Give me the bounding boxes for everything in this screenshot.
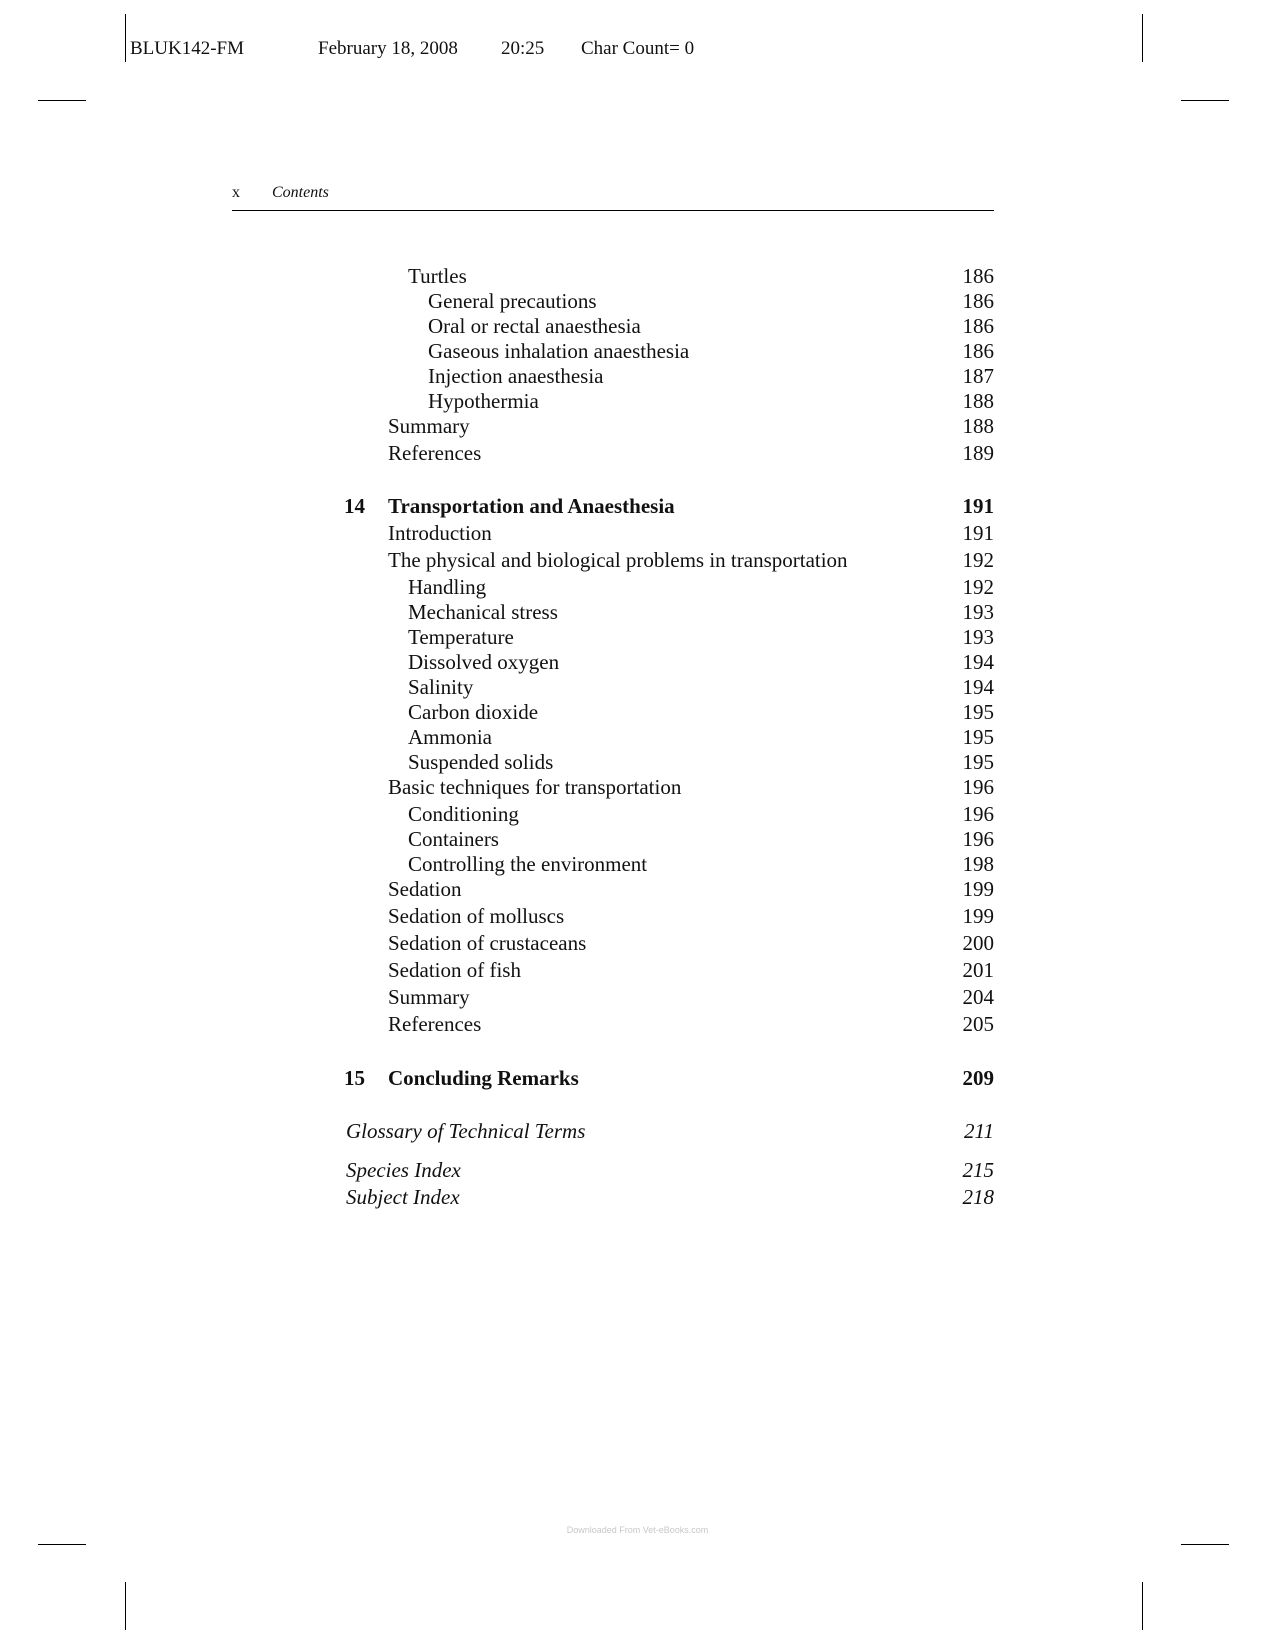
toc-entry[interactable]	[0, 700, 1275, 725]
entry-title: Ammonia	[408, 725, 492, 749]
page-number: 186	[962, 289, 994, 313]
page-number: 198	[962, 852, 994, 876]
page-number: 200	[962, 931, 994, 955]
entry-title: The physical and biological problems in transportation	[388, 548, 848, 572]
toc-entry[interactable]	[0, 548, 1275, 573]
chapter-title: Concluding Remarks	[388, 1066, 579, 1090]
toc-entry[interactable]	[0, 521, 1275, 546]
entry-title: Oral or rectal anaesthesia	[428, 314, 641, 338]
page-number: 186	[962, 264, 994, 288]
entry-title: Conditioning	[408, 802, 519, 826]
page-number: 186	[962, 339, 994, 363]
page-number: 196	[962, 802, 994, 826]
page-number: 195	[962, 725, 994, 749]
toc-entry[interactable]	[0, 314, 1275, 339]
toc-entry[interactable]	[0, 827, 1275, 852]
entry-title: Injection anaesthesia	[428, 364, 604, 388]
toc-entry[interactable]	[0, 725, 1275, 750]
entry-title: References	[388, 441, 482, 465]
toc-entry[interactable]	[0, 958, 1275, 983]
page-number: 187	[962, 364, 994, 388]
toc-entry[interactable]	[0, 364, 1275, 389]
page-number: 196	[962, 775, 994, 799]
slug-id: BLUK142-FM	[130, 38, 245, 59]
page-number: 192	[962, 575, 994, 599]
page-number: 196	[962, 827, 994, 851]
entry-title: Gaseous inhalation anaesthesia	[428, 339, 690, 363]
page-number: 205	[962, 1012, 994, 1036]
slug-char-count: Char Count= 0	[581, 38, 695, 59]
page-number: 211	[964, 1119, 994, 1143]
toc-entry[interactable]	[0, 775, 1275, 800]
page-number: 186	[962, 314, 994, 338]
toc-entry[interactable]	[0, 600, 1275, 625]
toc-entry[interactable]	[0, 1185, 1275, 1210]
page-number: 195	[962, 750, 994, 774]
slug-time: 20:25	[501, 38, 545, 59]
toc-chapter-row[interactable]	[0, 1066, 1275, 1091]
toc-entry[interactable]	[0, 852, 1275, 877]
entry-title: Temperature	[408, 625, 514, 649]
page-number: 218	[962, 1185, 994, 1209]
toc-entry[interactable]	[0, 877, 1275, 902]
running-head-title: Contents	[272, 184, 329, 201]
entry-title: General precautions	[428, 289, 597, 313]
page-number: 191	[962, 494, 994, 518]
page-number: 209	[962, 1066, 994, 1090]
entry-title: Sedation	[388, 877, 462, 901]
page-folio: x	[232, 184, 240, 201]
page-number: 188	[962, 389, 994, 413]
toc-entry[interactable]	[0, 904, 1275, 929]
toc-entry[interactable]	[0, 339, 1275, 364]
page-number: 204	[962, 985, 994, 1009]
toc-entry[interactable]	[0, 750, 1275, 775]
chapter-number: 15	[344, 1066, 365, 1090]
page-number: 215	[962, 1158, 994, 1182]
entry-title: Summary	[388, 414, 470, 438]
toc-entry[interactable]	[0, 414, 1275, 439]
entry-title: Basic techniques for transportation	[388, 775, 682, 799]
entry-title: Containers	[408, 827, 499, 851]
page-number: 199	[962, 904, 994, 928]
page-number: 194	[962, 650, 994, 674]
entry-title: Species Index	[346, 1158, 461, 1182]
page-number: 191	[962, 521, 994, 545]
toc-entry[interactable]	[0, 1119, 1275, 1144]
chapter-title: Transportation and Anaesthesia	[388, 494, 675, 518]
page-number: 195	[962, 700, 994, 724]
watermark: Downloaded From Vet-eBooks.com	[566, 1525, 709, 1535]
chapter-number: 14	[344, 494, 365, 518]
entry-title: Controlling the environment	[408, 852, 648, 876]
entry-title: Hypothermia	[428, 389, 539, 413]
toc-entry[interactable]	[0, 802, 1275, 827]
entry-title: Summary	[388, 985, 470, 1009]
entry-title: Subject Index	[346, 1185, 460, 1209]
page-number: 194	[962, 675, 994, 699]
page-number: 201	[962, 958, 994, 982]
toc-entry[interactable]	[0, 1012, 1275, 1037]
page-number: 189	[962, 441, 994, 465]
entry-title: Handling	[408, 575, 487, 599]
entry-title: Sedation of crustaceans	[388, 931, 587, 955]
entry-title: Introduction	[388, 521, 492, 545]
page-number: 193	[962, 600, 994, 624]
entry-title: Carbon dioxide	[408, 700, 539, 724]
entry-title: Glossary of Technical Terms	[346, 1119, 586, 1143]
toc-entry[interactable]	[0, 675, 1275, 700]
toc-entry[interactable]	[0, 264, 1275, 289]
toc-entry[interactable]	[0, 289, 1275, 314]
entry-title: Sedation of molluscs	[388, 904, 565, 928]
entry-title: Suspended solids	[408, 750, 554, 774]
toc-entry[interactable]	[0, 650, 1275, 675]
toc-entry[interactable]	[0, 441, 1275, 466]
slug-date: February 18, 2008	[318, 38, 458, 59]
entry-title: Sedation of fish	[388, 958, 521, 982]
page-number: 199	[962, 877, 994, 901]
entry-title: Dissolved oxygen	[408, 650, 560, 674]
toc-entry[interactable]	[0, 985, 1275, 1010]
page-number: 193	[962, 625, 994, 649]
entry-title: Mechanical stress	[408, 600, 558, 624]
entry-title: Turtles	[408, 264, 467, 288]
toc-entry[interactable]	[0, 1158, 1275, 1183]
page-number: 188	[962, 414, 994, 438]
toc-entry[interactable]	[0, 931, 1275, 956]
toc-chapter-row[interactable]	[0, 494, 1275, 519]
toc-entry[interactable]	[0, 575, 1275, 600]
entry-title: Salinity	[408, 675, 474, 699]
entry-title: References	[388, 1012, 482, 1036]
toc-entry[interactable]	[0, 625, 1275, 650]
page-number: 192	[962, 548, 994, 572]
toc-entry[interactable]	[0, 389, 1275, 414]
